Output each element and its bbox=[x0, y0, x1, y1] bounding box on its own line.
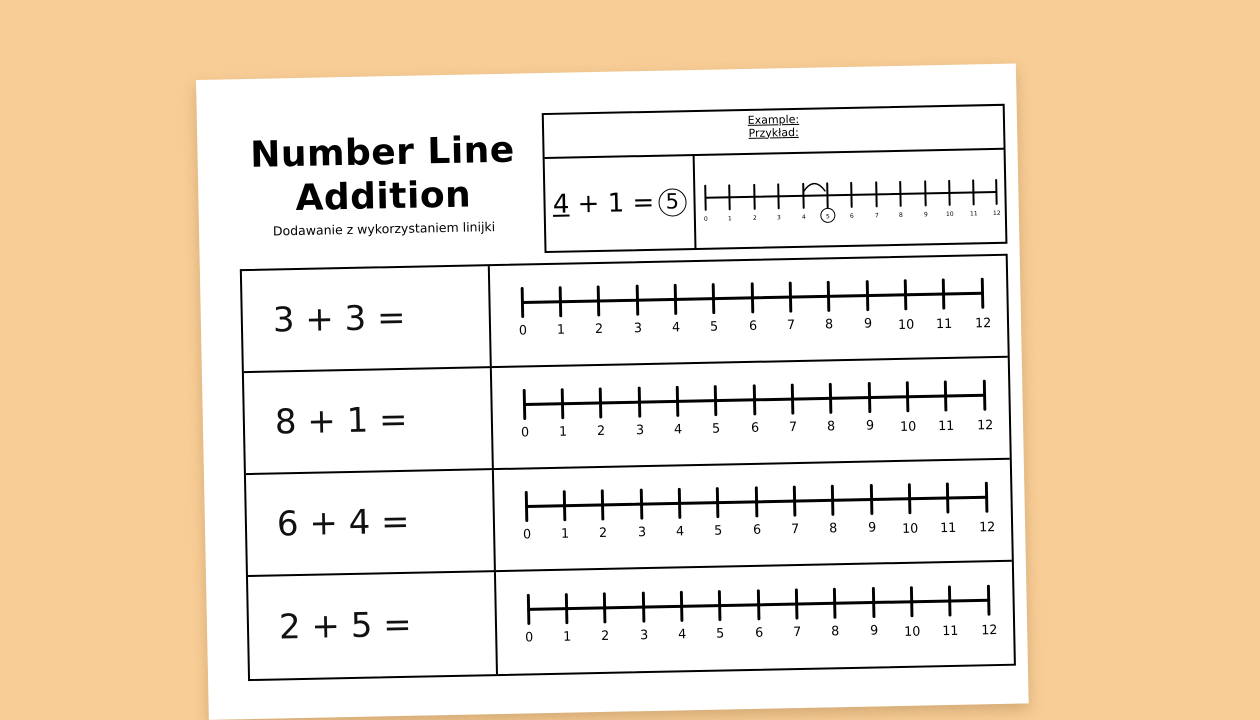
svg-text:12: 12 bbox=[981, 623, 997, 639]
svg-text:5: 5 bbox=[826, 213, 830, 220]
example-caption bbox=[544, 110, 1003, 144]
svg-text:0: 0 bbox=[519, 323, 527, 338]
example-box bbox=[542, 104, 1008, 253]
example-operand-a: 4 bbox=[553, 190, 570, 220]
svg-text:4: 4 bbox=[802, 214, 806, 221]
svg-text:3: 3 bbox=[638, 525, 646, 540]
problem-expression: 8 + 1 = bbox=[244, 368, 494, 473]
svg-text:7: 7 bbox=[789, 420, 797, 435]
page-title-line-1: Number Line bbox=[237, 128, 528, 178]
number-line-svg[interactable] bbox=[522, 479, 991, 550]
svg-text:7: 7 bbox=[793, 625, 801, 640]
svg-text:2: 2 bbox=[753, 215, 757, 222]
worksheet-sheet bbox=[196, 64, 1029, 720]
number-line-svg[interactable] bbox=[518, 275, 987, 346]
problem-number-line[interactable] bbox=[518, 275, 987, 346]
svg-text:9: 9 bbox=[924, 211, 928, 218]
svg-text:1: 1 bbox=[728, 215, 732, 222]
example-caption-en: Example: bbox=[544, 110, 1003, 132]
svg-text:8: 8 bbox=[899, 212, 903, 219]
problem-number-line[interactable] bbox=[522, 479, 991, 550]
svg-text:5: 5 bbox=[716, 626, 724, 641]
page-title-line-2: Addition bbox=[238, 172, 529, 222]
svg-text:10: 10 bbox=[900, 419, 916, 435]
svg-text:12: 12 bbox=[979, 520, 995, 536]
svg-text:2: 2 bbox=[599, 526, 607, 541]
svg-text:0: 0 bbox=[704, 216, 708, 223]
svg-text:11: 11 bbox=[970, 210, 978, 217]
problem-table bbox=[240, 254, 1016, 681]
svg-text:5: 5 bbox=[714, 523, 722, 538]
svg-text:6: 6 bbox=[755, 626, 763, 641]
svg-text:4: 4 bbox=[672, 320, 680, 335]
svg-text:10: 10 bbox=[904, 624, 920, 640]
problem-expression: 6 + 4 = bbox=[246, 470, 496, 575]
problem-expression: 3 + 3 = bbox=[242, 266, 492, 371]
svg-text:1: 1 bbox=[557, 323, 565, 338]
example-answer: 5 bbox=[658, 188, 687, 217]
svg-text:7: 7 bbox=[791, 522, 799, 537]
svg-text:10: 10 bbox=[946, 211, 954, 218]
svg-text:9: 9 bbox=[868, 520, 876, 535]
svg-text:3: 3 bbox=[640, 628, 648, 643]
svg-text:8: 8 bbox=[825, 317, 833, 332]
page-subtitle: Dodawanie z wykorzystaniem linijki bbox=[239, 218, 529, 239]
svg-text:4: 4 bbox=[674, 422, 682, 437]
example-ticks bbox=[705, 180, 996, 210]
svg-text:6: 6 bbox=[751, 421, 759, 436]
table-row bbox=[248, 562, 1014, 679]
example-number-line-svg bbox=[697, 150, 1006, 250]
svg-text:6: 6 bbox=[850, 213, 854, 220]
svg-text:11: 11 bbox=[938, 419, 954, 435]
svg-text:10: 10 bbox=[902, 521, 918, 537]
example-hop-arc bbox=[803, 183, 825, 191]
example-equals-sign: = bbox=[632, 188, 654, 218]
example-expression bbox=[545, 154, 695, 253]
svg-text:5: 5 bbox=[710, 319, 718, 334]
svg-text:12: 12 bbox=[993, 210, 1001, 217]
example-operand-b: 1 bbox=[607, 188, 624, 218]
svg-text:8: 8 bbox=[831, 624, 839, 639]
svg-text:0: 0 bbox=[523, 527, 531, 542]
svg-text:3: 3 bbox=[634, 321, 642, 336]
svg-text:6: 6 bbox=[749, 319, 757, 334]
svg-text:12: 12 bbox=[975, 316, 991, 332]
svg-text:11: 11 bbox=[940, 521, 956, 537]
svg-text:11: 11 bbox=[936, 317, 952, 333]
svg-text:7: 7 bbox=[875, 212, 879, 219]
svg-text:9: 9 bbox=[866, 418, 874, 433]
example-caption-pl: Przykład: bbox=[544, 122, 1003, 144]
example-number-line bbox=[697, 150, 1006, 250]
problem-number-line-cell[interactable] bbox=[496, 562, 1014, 674]
problem-expression: 2 + 5 = bbox=[248, 572, 498, 679]
svg-text:6: 6 bbox=[753, 523, 761, 538]
problem-number-line-cell[interactable] bbox=[492, 358, 1010, 468]
svg-text:9: 9 bbox=[870, 623, 878, 638]
svg-text:1: 1 bbox=[561, 526, 569, 541]
problem-number-line[interactable] bbox=[524, 582, 993, 653]
svg-text:9: 9 bbox=[864, 316, 872, 331]
svg-text:2: 2 bbox=[601, 629, 609, 644]
svg-text:1: 1 bbox=[559, 424, 567, 439]
svg-text:0: 0 bbox=[521, 425, 529, 440]
number-line-svg[interactable] bbox=[524, 582, 993, 653]
svg-text:5: 5 bbox=[712, 421, 720, 436]
svg-text:7: 7 bbox=[787, 318, 795, 333]
problem-number-line[interactable] bbox=[520, 377, 989, 448]
svg-text:10: 10 bbox=[898, 317, 914, 333]
svg-text:11: 11 bbox=[942, 624, 958, 640]
table-row bbox=[244, 358, 1010, 475]
worksheet-title-block bbox=[237, 128, 529, 239]
table-row bbox=[242, 256, 1008, 373]
svg-text:8: 8 bbox=[829, 521, 837, 536]
table-row bbox=[246, 460, 1012, 577]
svg-text:1: 1 bbox=[563, 629, 571, 644]
example-tick-labels bbox=[704, 210, 1001, 223]
example-operator: + bbox=[577, 189, 599, 219]
svg-text:4: 4 bbox=[678, 627, 686, 642]
svg-text:8: 8 bbox=[827, 419, 835, 434]
problem-number-line-cell[interactable] bbox=[494, 460, 1012, 570]
svg-text:2: 2 bbox=[597, 424, 605, 439]
number-line-svg[interactable] bbox=[520, 377, 989, 448]
svg-text:0: 0 bbox=[525, 630, 533, 645]
svg-text:3: 3 bbox=[636, 423, 644, 438]
svg-text:4: 4 bbox=[676, 524, 684, 539]
problem-number-line-cell[interactable] bbox=[490, 256, 1008, 366]
svg-text:2: 2 bbox=[595, 322, 603, 337]
svg-text:3: 3 bbox=[777, 214, 781, 221]
svg-text:12: 12 bbox=[977, 418, 993, 434]
